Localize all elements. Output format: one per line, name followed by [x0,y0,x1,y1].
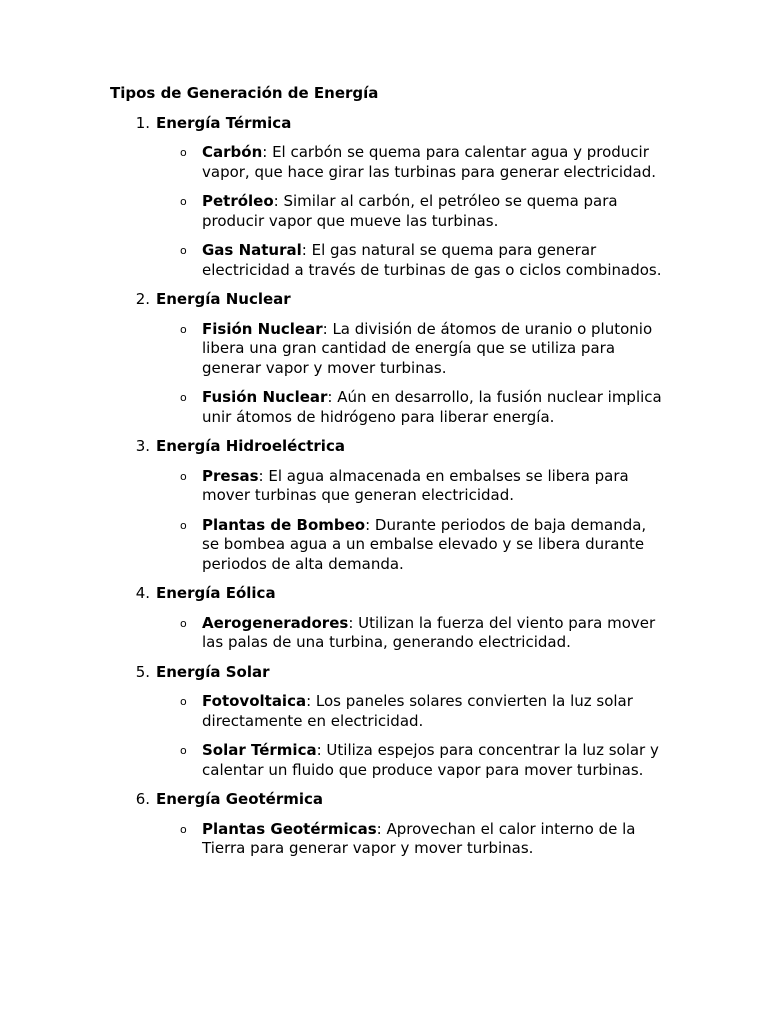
item-term: Petróleo [202,192,274,210]
subitem-list [110,320,670,428]
circle-bullet-icon: o [180,695,187,708]
item-description: : El agua almacenada en embalses se libera para mover turbinas que generan electricidad. [202,466,629,504]
item-term: Plantas de Bombeo [202,515,366,534]
list-item-text [202,320,670,379]
list-item [110,143,670,182]
section-title: Energía Solar [156,662,270,681]
list-item-text [202,614,670,653]
subitem-list [110,143,670,280]
item-term: Plantas Geotérmicas [202,819,377,838]
section-title: Energía Hidroeléctrica [156,437,345,455]
subitem-list [110,692,670,780]
circle-bullet-icon: o [180,616,187,630]
section-number-cell [110,790,156,810]
item-term: Gas Natural [202,241,302,259]
circle-bullet-icon: o [180,518,187,532]
item-term: Aerogeneradores [202,613,349,632]
list-item-text [202,241,670,280]
item-description: : La división de átomos de uranio o plutonio libera una gran cantidad de energía que se utiliza para generar vapor y mover turbinas. [202,319,653,377]
circle-bullet-icon: o [180,244,187,257]
circle-bullet-icon: o [180,391,187,404]
circle-bullet-icon: o [180,744,187,757]
section-number-cell [110,114,156,134]
list-item [110,820,670,859]
list-item-text [202,192,670,231]
circle-bullet-icon: o [180,322,187,336]
section-item [110,790,670,859]
section-number-cell [110,290,156,310]
item-term: Fisión Nuclear [202,319,323,338]
list-item-text [202,820,670,859]
circle-bullet-icon: o [180,469,187,483]
circle-bullet-icon: o [180,822,187,836]
item-term: Fotovoltaica [202,692,307,710]
section-number: 6. [135,790,150,808]
list-item [110,692,670,731]
list-item [110,241,670,280]
section-number-cell [110,663,156,683]
item-term: Carbón [202,143,263,161]
section-title: Energía Térmica [156,113,292,132]
section-title: Energía Eólica [156,584,276,602]
section-number: 5. [135,662,150,681]
item-description: : El carbón se quema para calentar agua y producir vapor, que hace girar las turbinas para generar electricidad. [202,143,657,181]
document-page [110,84,670,869]
list-item [110,192,670,231]
circle-bullet-icon: o [180,195,187,208]
section-heading [110,290,670,310]
list-item [110,467,670,506]
item-description: : Utilizan la fuerza del viento para mover las palas de una turbina, generando electricidad. [202,613,656,651]
section-number: 3. [135,437,150,455]
list-item [110,741,670,780]
item-description: : Aún en desarrollo, la fusión nuclear implica unir átomos de hidrógeno para liberar energía. [202,388,662,426]
list-item-text [202,388,670,427]
section-number: 2. [135,290,150,308]
section-number-cell [110,437,156,457]
item-term: Presas [202,466,259,485]
section-number: 4. [135,584,150,602]
section-item [110,290,670,427]
circle-bullet-icon: o [180,146,187,159]
item-description: : Similar al carbón, el petróleo se quema para producir vapor que mueve las turbinas. [202,192,618,230]
section-item [110,663,670,781]
section-heading [110,584,670,604]
list-item-text [202,692,670,731]
list-item [110,320,670,379]
item-description: : Aprovechan el calor interno de la Tierra para generar vapor y mover turbinas. [202,819,636,857]
section-number: 1. [135,113,150,132]
section-heading [110,790,670,810]
item-term: Solar Térmica [202,741,317,759]
item-description: : Utiliza espejos para concentrar la luz solar y calentar un fluido que produce vapor para mover turbinas. [202,741,659,779]
section-heading [110,663,670,683]
list-item [110,516,670,575]
section-list [110,114,670,859]
section-heading [110,437,670,457]
list-item [110,614,670,653]
item-term: Fusión Nuclear [202,388,328,406]
subitem-list [110,467,670,575]
list-item-text [202,143,670,182]
document-title: Tipos de Generación de Energía [110,84,379,102]
section-title: Energía Geotérmica [156,790,324,808]
subitem-list [110,614,670,653]
list-item-text [202,467,670,506]
section-heading [110,114,670,134]
section-item [110,437,670,574]
item-description: : Los paneles solares convierten la luz solar directamente en electricidad. [202,692,633,730]
section-item [110,584,670,653]
section-title: Energía Nuclear [156,290,291,308]
subitem-list [110,820,670,859]
section-number-cell [110,584,156,604]
item-description: : Durante periodos de baja demanda, se bombea agua a un embalse elevado y se libera durante periodos de alta demanda. [202,515,647,573]
list-item-text [202,516,670,575]
section-item [110,114,670,281]
list-item-text [202,741,670,780]
list-item [110,388,670,427]
item-description: : El gas natural se quema para generar electricidad a través de turbinas de gas o ciclos combinados. [202,241,662,279]
